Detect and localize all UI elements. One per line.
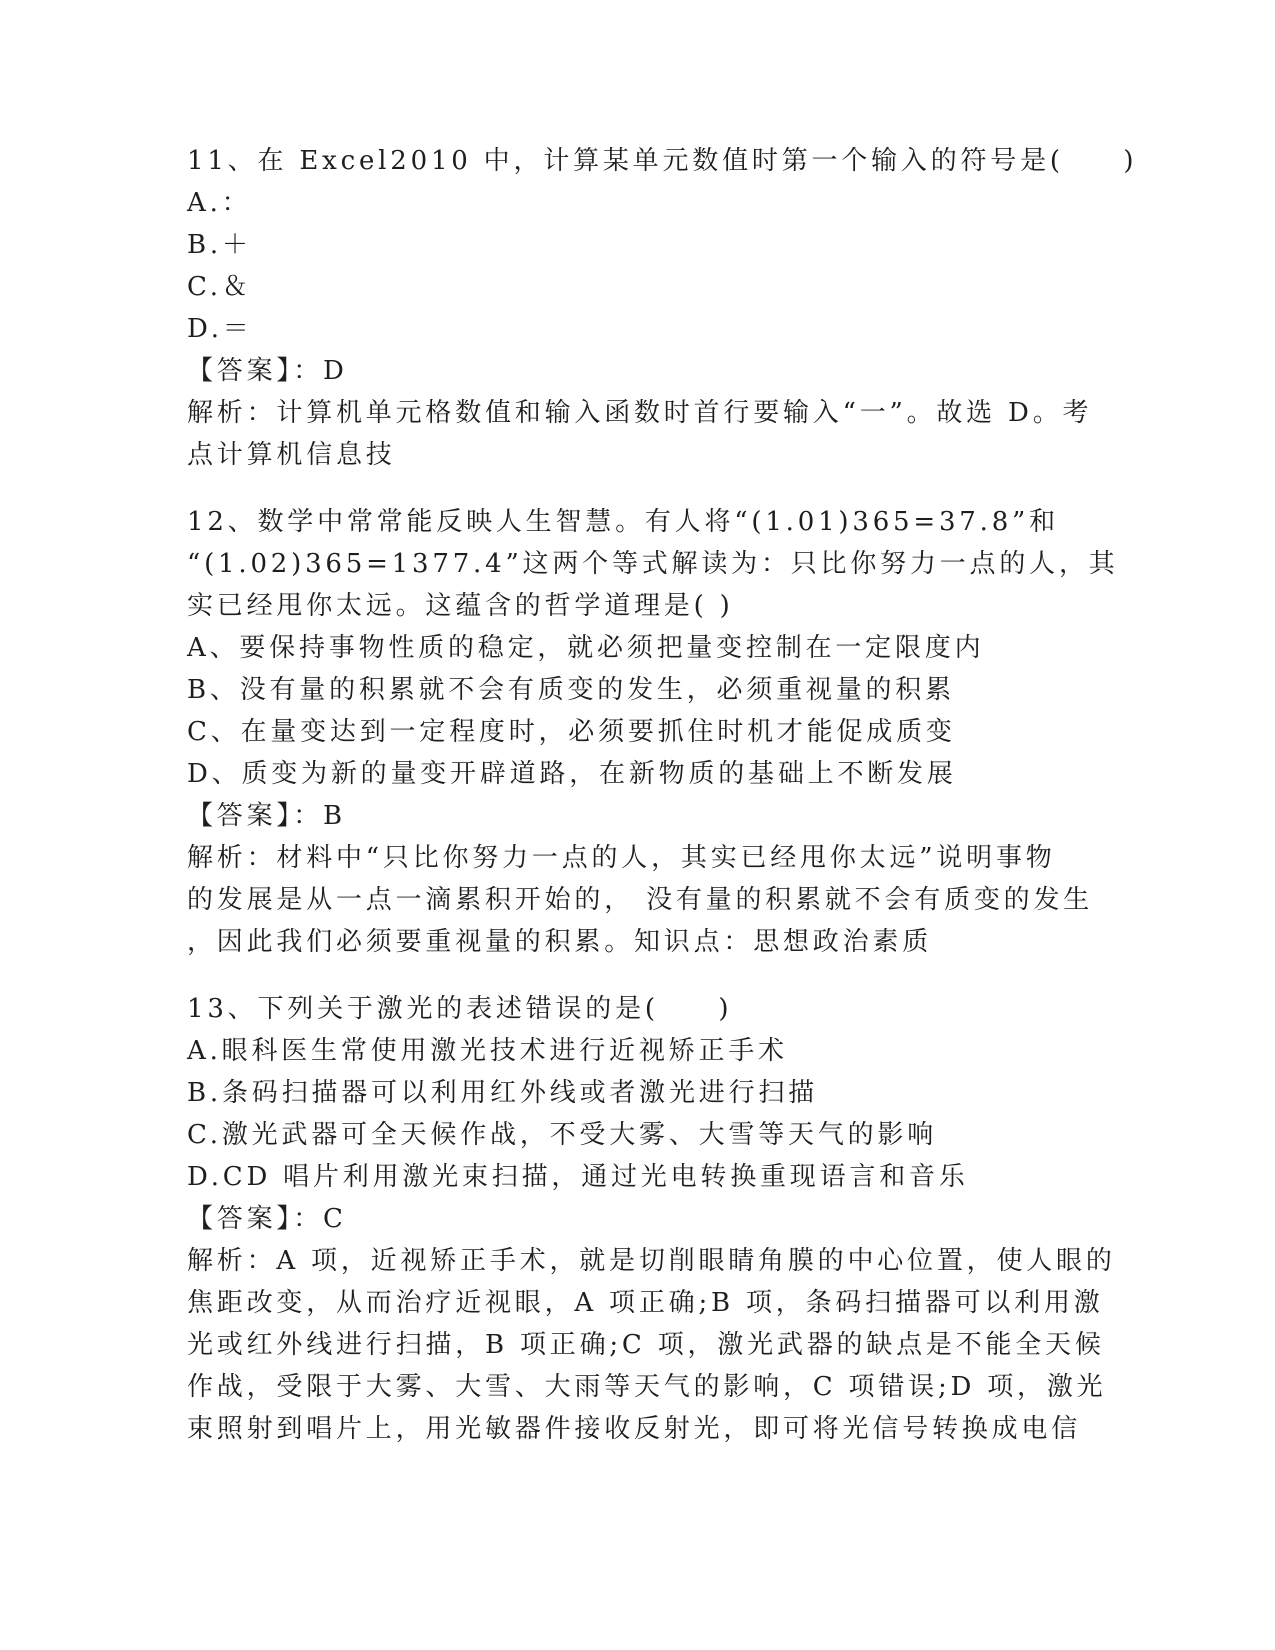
question-12-answer: 【答案】：B [187,801,346,831]
question-12-option-a: A、要保持事物性质的稳定，就必须把量变控制在一定限度内 [187,633,985,663]
question-11-option-b: B.＋ [187,230,252,260]
question-13-analysis-line-4: 作战，受限于大雾、大雪、大雨等天气的影响，C 项错误;D 项，激光 [187,1372,1107,1402]
question-12-analysis-line-3: ，因此我们必须要重视量的积累。知识点：思想政治素质 [187,927,933,957]
question-13-analysis-line-3: 光或红外线进行扫描，B 项正确;C 项，激光武器的缺点是不能全天候 [187,1330,1105,1360]
question-11-analysis-line-1: 解析：计算机单元格数值和输入函数时首行要输入“一”。故选 D。考 [187,398,1093,428]
question-12-option-b: B、没有量的积累就不会有质变的发生，必须重视量的积累 [187,675,955,705]
question-11-option-d: D.＝ [187,314,253,344]
question-12-analysis-line-1: 解析：材料中“只比你努力一点的人，其实已经甩你太远”说明事物 [187,843,1056,873]
question-12-option-c: C、在量变达到一定程度时，必须要抓住时机才能促成质变 [187,717,956,747]
question-13-analysis-line-1: 解析：A 项，近视矫正手术，就是切削眼睛角膜的中心位置，使人眼的 [187,1246,1116,1276]
question-13-option-c: C.激光武器可全天候作战，不受大雾、大雪等天气的影响 [187,1120,938,1150]
question-11-answer: 【答案】：D [187,356,348,386]
question-11-analysis-line-2: 点计算机信息技 [187,440,396,470]
question-12-prompt-line-2: “(1.02)365=1377.4”这两个等式解读为：只比你努力一点的人，其 [187,549,1119,579]
question-12-analysis-line-2: 的发展是从一点一滴累积开始的， 没有量的积累就不会有质变的发生 [187,885,1094,915]
question-12-prompt-line-1: 12、数学中常常能反映人生智慧。有人将“(1.01)365=37.8”和 [187,507,1059,537]
question-13-option-b: B.条码扫描器可以利用红外线或者激光进行扫描 [187,1078,818,1108]
question-13-answer: 【答案】：C [187,1204,347,1234]
question-12-prompt-line-3: 实已经甩你太远。这蕴含的哲学道理是( ) [187,591,734,621]
question-13-option-a: A.眼科医生常使用激光技术进行近视矫正手术 [187,1036,788,1066]
question-11-option-a: A.： [187,188,252,218]
question-13-prompt: 13、下列关于激光的表述错误的是( ) [187,994,733,1024]
question-13-option-d: D.CD 唱片利用激光束扫描，通过光电转换重现语言和音乐 [187,1162,969,1192]
question-13-analysis-line-2: 焦距改变，从而治疗近视眼，A 项正确;B 项，条码扫描器可以利用激 [187,1288,1104,1318]
question-13-analysis-line-5: 束照射到唱片上，用光敏器件接收反射光，即可将光信号转换成电信 [187,1414,1082,1444]
question-12-option-d: D、质变为新的量变开辟道路，在新物质的基础上不断发展 [187,759,957,789]
question-11-prompt: 11、在 Excel2010 中，计算某单元数值时第一个输入的符号是( ) [187,146,1138,176]
question-11-option-c: C.＆ [187,272,252,302]
